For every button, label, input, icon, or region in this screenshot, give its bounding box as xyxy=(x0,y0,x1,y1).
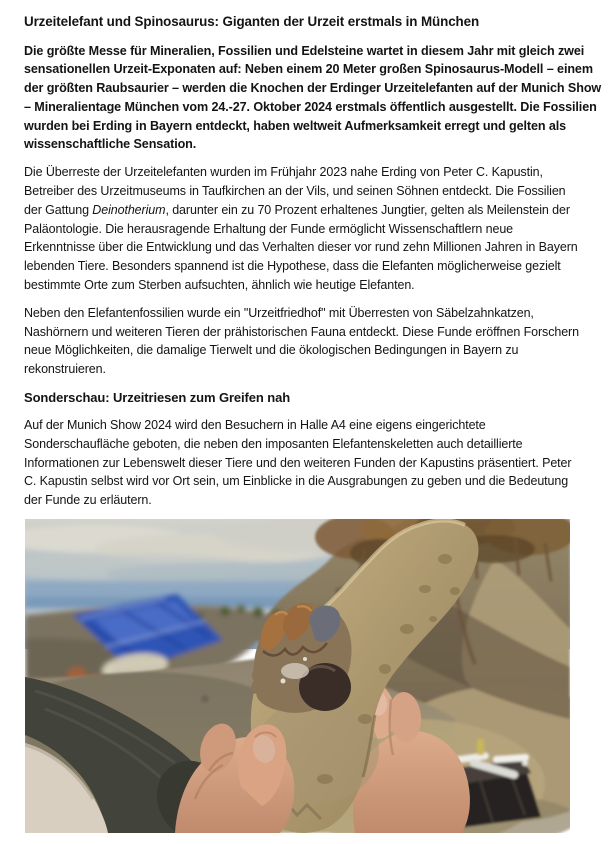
text-line: rekonstruieren. xyxy=(24,362,106,377)
text-line: Nashörnern und weiteren Tieren der prähistorischen Fauna entdeckt. Diese Funde eröffnen Forschern xyxy=(24,324,579,339)
lead-paragraph xyxy=(24,42,602,155)
text-line: Die Überreste der Urzeitelefanten wurden im Frühjahr 2023 nahe Erding von Peter C. Kapustin, xyxy=(24,165,543,180)
photo-molar-tooth xyxy=(253,603,351,713)
text-line: lebenden Tiere. Besonders spannend ist die Hypothese, dass die Elefanten möglicherweise gezielt xyxy=(24,259,561,274)
excavation-photo xyxy=(25,519,570,833)
text-line: der größten Raubsaurier – werden die Knochen der Erdinger Urzeitelefanten auf der Munich Show xyxy=(24,81,602,96)
text-segment: , darunter ein zu 70 Prozent erhaltenes Jungtier, gelten als Meilenstein der xyxy=(165,202,570,217)
text-line: C. Kapustin selbst wird vor Ort sein, um Einblicke in die Ausgrabungen zu geben und die Bedeutung xyxy=(24,474,569,489)
text-line: Erkenntnisse über die Entwicklung und das Verhalten dieser vor rund zehn Millionen Jahren in Bayern xyxy=(24,240,578,255)
text-line: Auf der Munich Show 2024 wird den Besuchern in Halle A4 eine eigens eingerichtete xyxy=(24,418,486,433)
text-line: Sonderschaufläche geboten, die neben den imposanten Elefantenskeletten auch detaillierte xyxy=(24,436,523,451)
text-line: bestimmte Orte zum Sterben aufsuchten, ähnlich wie heutige Elefanten. xyxy=(24,278,415,293)
text-line: Neben den Elefantenfossilien wurde ein "Urzeitfriedhof" mit Überresten von Säbelzahnkatzen, xyxy=(24,305,534,320)
text-line: sensationellen Urzeit-Exponaten auf: Neben einem 20 Meter großen Spinosaurus-Modell – einem xyxy=(24,62,593,77)
text-line: Die größte Messe für Mineralien, Fossilien und Edelsteine wartet in diesem Jahr mit gleich zwei xyxy=(24,43,585,58)
text-line: – Mineralientage München vom 24.-27. Oktober 2024 erstmals öffentlich ausgestellt. Die Fossilien xyxy=(24,99,597,114)
paragraph-discovery xyxy=(24,163,599,295)
text-line xyxy=(24,201,599,220)
paragraph-show xyxy=(24,416,599,510)
text-line: neue Möglichkeiten, die damalige Tierwelt und die ökologischen Bedingungen in Bayern zu xyxy=(24,343,519,358)
text-line: Paläontologie. Die herausragende Erhaltung der Funde ermöglicht Wissenschaftlern neue xyxy=(24,221,514,236)
paragraph-graveyard xyxy=(24,304,599,379)
genus-name-italic: Deinotherium xyxy=(92,202,166,217)
excavation-photo-illustration xyxy=(25,519,570,833)
text-line: Informationen zur Lebenswelt dieser Tiere und den weiteren Funden der Kapustins präsentiert. Peter xyxy=(24,455,572,470)
text-line: der Funde zu erläutern. xyxy=(24,493,152,508)
text-line: wurden bei Erding in Bayern entdeckt, haben weltweit Aufmerksamkeit erregt und gelten als xyxy=(24,118,567,133)
text-segment: der Gattung xyxy=(24,202,93,217)
text-line: Betreiber des Urzeitmuseums in Taufkirchen an der Vils, und seinen Söhnen entdeckt. Die Fossilien xyxy=(24,184,566,199)
text-line: wissenschaftliche Sensation. xyxy=(24,137,197,152)
section-subheading: Sonderschau: Urzeitriesen zum Greifen nah xyxy=(24,390,291,406)
article-title: Urzeitelefant und Spinosaurus: Giganten der Urzeit erstmals in München xyxy=(24,14,480,29)
